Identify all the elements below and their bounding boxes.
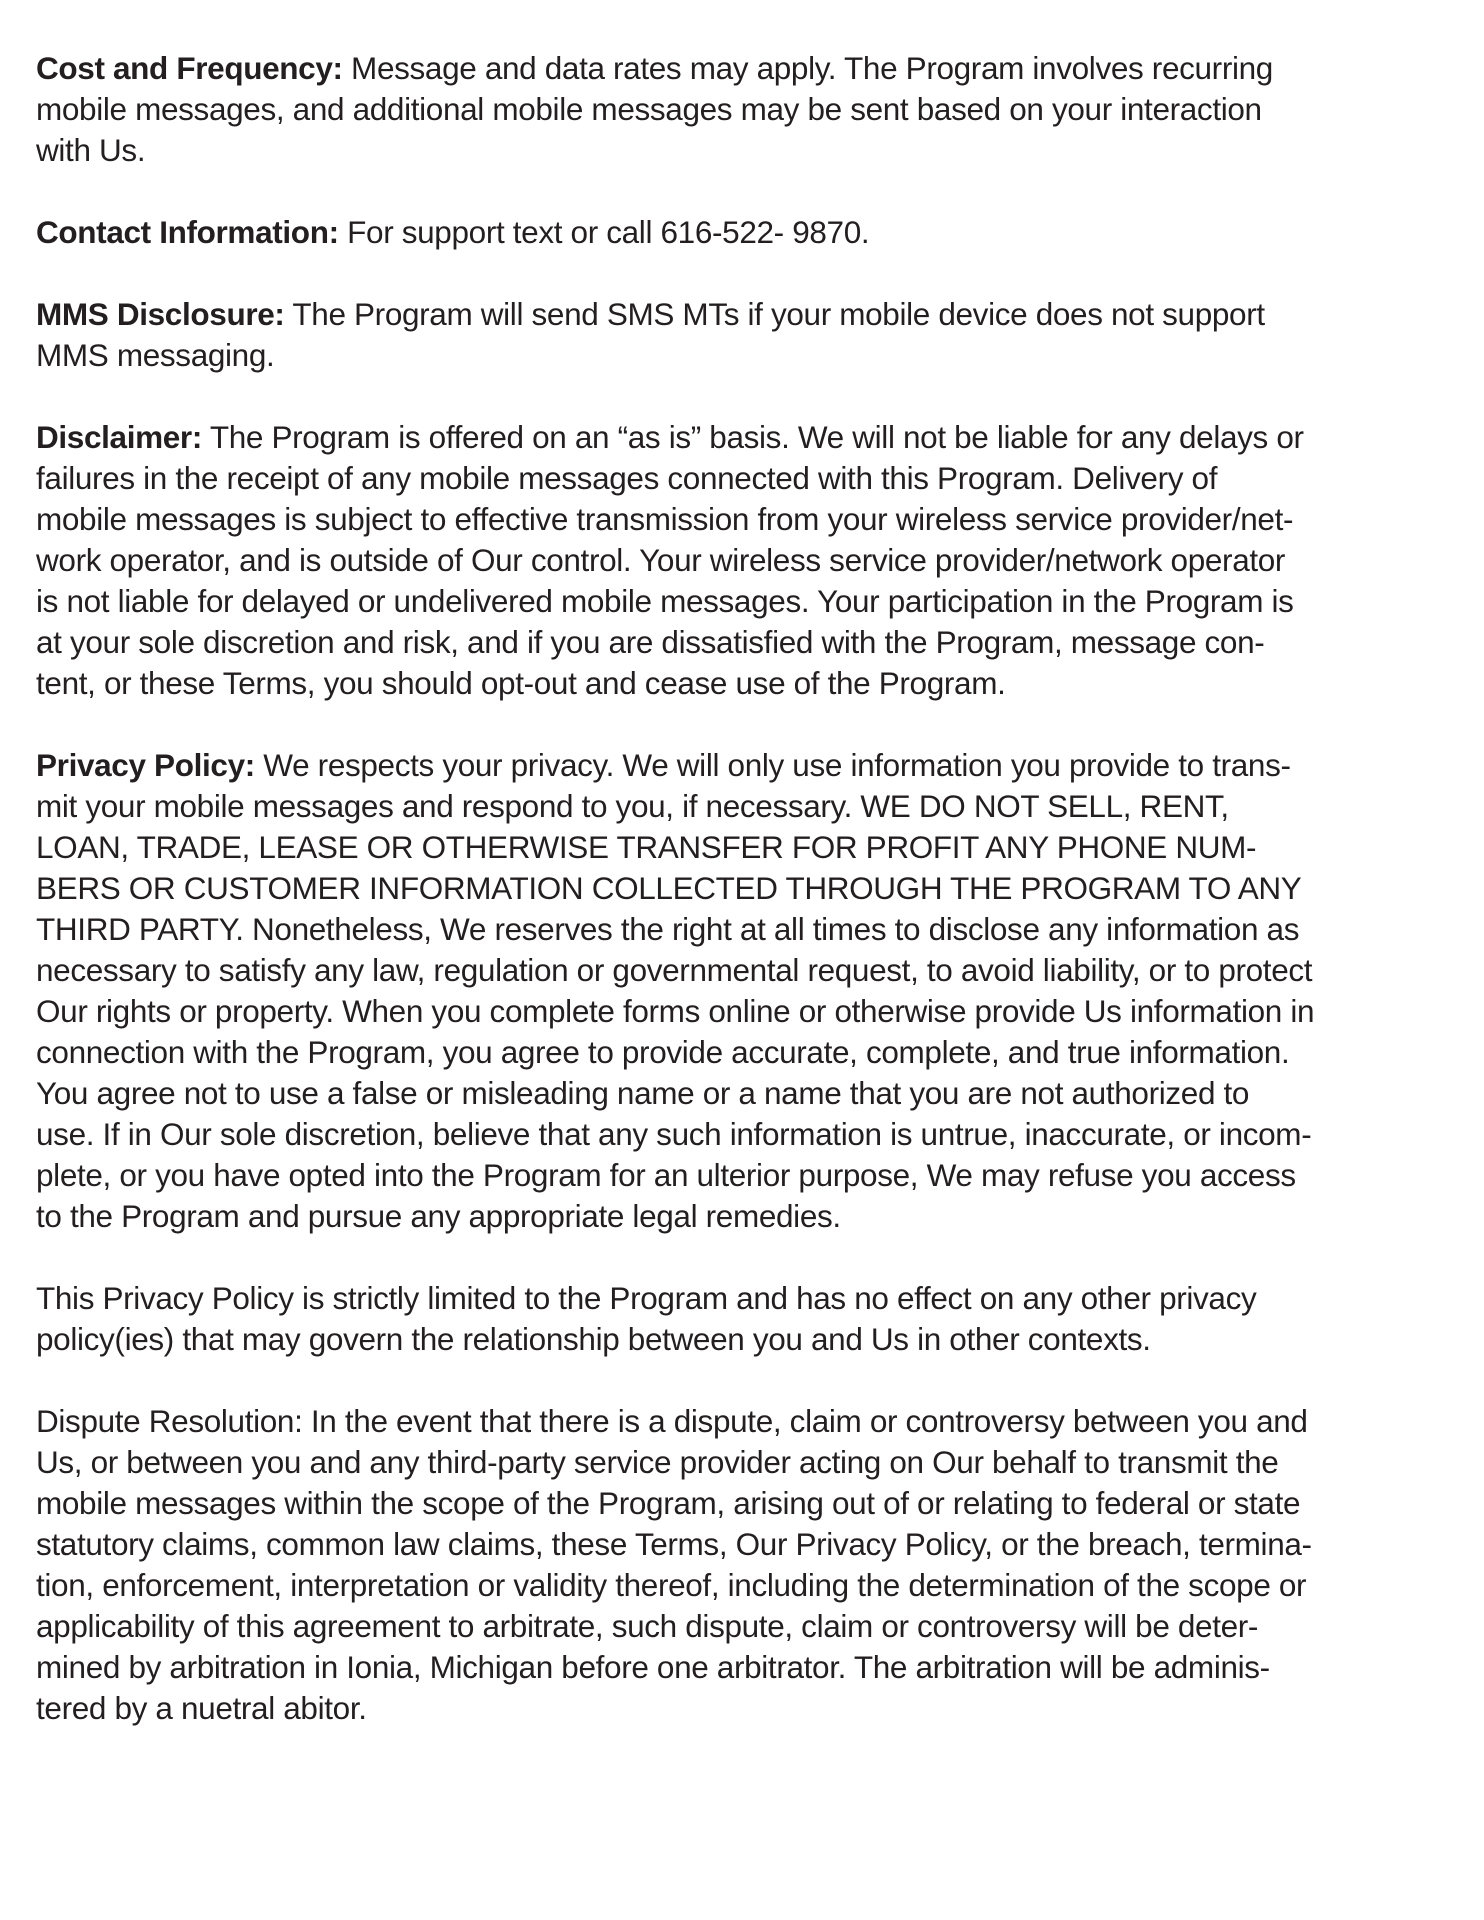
text-line: use. If in Our sole discretion, believe that any such information is untrue, inaccurate, or incom- — [36, 1116, 1312, 1152]
text-line: to the Program and pursue any appropriate legal remedies. — [36, 1198, 841, 1234]
section-heading: Privacy Policy: — [36, 747, 255, 783]
text-line: Dispute Resolution: In the event that there is a dispute, claim or controversy between you and — [36, 1403, 1308, 1439]
text-line: THIRD PARTY. Nonetheless, We reserves the right at all times to disclose any information as — [36, 911, 1300, 947]
text-line: mined by arbitration in Ionia, Michigan before one arbitrator. The arbitration will be adminis- — [36, 1649, 1270, 1685]
text-line: This Privacy Policy is strictly limited to the Program and has no effect on any other privacy — [36, 1280, 1257, 1316]
text-line: tent, or these Terms, you should opt-out and cease use of the Program. — [36, 665, 1006, 701]
section-disclaimer — [36, 417, 1456, 704]
text-line: mobile messages within the scope of the Program, arising out of or relating to federal or state — [36, 1485, 1301, 1521]
text-line: You agree not to use a false or misleading name or a name that you are not authorized to — [36, 1075, 1250, 1111]
text-line: is not liable for delayed or undelivered mobile messages. Your participation in the Program is — [36, 583, 1294, 619]
text-line — [36, 212, 1456, 253]
text-line: mobile messages, and additional mobile messages may be sent based on your interaction — [36, 91, 1262, 127]
text-line: Cost and Frequency: Message and data rates may apply. The Program involves recurring — [36, 50, 1273, 86]
section-heading: Contact Information: — [36, 214, 339, 250]
text-line: tered by a nuetral abitor. — [36, 1690, 367, 1726]
section-privacy-policy — [36, 745, 1456, 1237]
text-line: BERS OR CUSTOMER INFORMATION COLLECTED THROUGH THE PROGRAM TO ANY — [36, 870, 1302, 906]
text-line: MMS messaging. — [36, 337, 275, 373]
section-heading: Disclaimer: — [36, 419, 202, 455]
text-line: work operator, and is outside of Our control. Your wireless service provider/network operator — [36, 542, 1286, 578]
text-line: statutory claims, common law claims, these Terms, Our Privacy Policy, or the breach, termina- — [36, 1526, 1312, 1562]
phone-number-text: For support text or call 616-522- 9870. — [338, 214, 870, 250]
terms-document — [36, 48, 1456, 1770]
text-line: with Us. — [36, 132, 146, 168]
text-line: MMS Disclosure: The Program will send SMS MTs if your mobile device does not support — [36, 296, 1265, 332]
section-heading: Cost and Frequency: — [36, 50, 343, 86]
text-line: at your sole discretion and risk, and if you are dissatisfied with the Program, message con- — [36, 624, 1265, 660]
text-line: Us, or between you and any third-party service provider acting on Our behalf to transmit the — [36, 1444, 1279, 1480]
section-heading: MMS Disclosure: — [36, 296, 285, 332]
text-line: Privacy Policy: We respects your privacy. We will only use information you provide to trans- — [36, 747, 1291, 783]
section-contact-information — [36, 212, 1456, 253]
text-line: LOAN, TRADE, LEASE OR OTHERWISE TRANSFER FOR PROFIT ANY PHONE NUM- — [36, 829, 1257, 865]
text-line: Our rights or property. When you complete forms online or otherwise provide Us information in — [36, 993, 1315, 1029]
text-line: plete, or you have opted into the Program for an ulterior purpose, We may refuse you access — [36, 1157, 1296, 1193]
section-privacy-policy-scope — [36, 1278, 1456, 1360]
text-line: necessary to satisfy any law, regulation or governmental request, to avoid liability, or to protect — [36, 952, 1313, 988]
text-line: applicability of this agreement to arbitrate, such dispute, claim or controversy will be deter- — [36, 1608, 1259, 1644]
text-line: connection with the Program, you agree to provide accurate, complete, and true information. — [36, 1034, 1290, 1070]
text-line: tion, enforcement, interpretation or validity thereof, including the determination of the scope or — [36, 1567, 1307, 1603]
text-line: policy(ies) that may govern the relationship between you and Us in other contexts. — [36, 1321, 1151, 1357]
text-line: mobile messages is subject to effective transmission from your wireless service provider/net- — [36, 501, 1294, 537]
text-line: Disclaimer: The Program is offered on an “as is” basis. We will not be liable for any delays or — [36, 419, 1304, 455]
text-line: failures in the receipt of any mobile messages connected with this Program. Delivery of — [36, 460, 1218, 496]
section-dispute-resolution — [36, 1401, 1456, 1729]
section-mms-disclosure — [36, 294, 1456, 376]
text-line: mit your mobile messages and respond to you, if necessary. WE DO NOT SELL, RENT, — [36, 788, 1229, 824]
section-cost-and-frequency — [36, 48, 1456, 171]
